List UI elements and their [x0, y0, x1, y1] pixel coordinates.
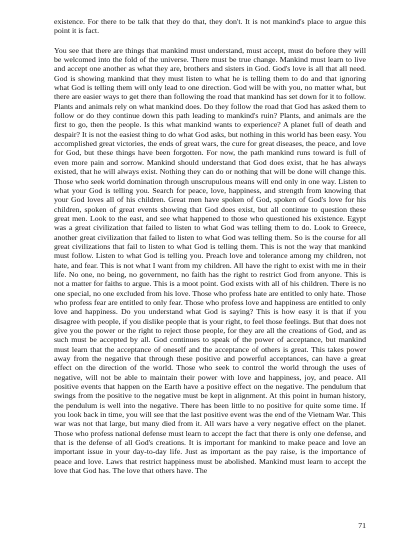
paragraph-continuation: existence. For there to be talk that they do that, they don't. It is not mankind's place to argue this point it is fact. — [54, 17, 366, 36]
page-number: 71 — [358, 521, 366, 530]
paragraph-main: You see that there are things that mankind must understand, must accept, must do before they will be welcomed into the fold of the universe. There must be true change. Mankind must learn to live and accept one another as what they are, brothers and sisters in God. God's love is all that all need. God is showing mankind that they must listen to what he is telling them to do and that ignoring what God is telling them will only lead to one direction. God will be with you, no matter what, but there are easier ways to get there than following the road that mankind has set down for it to follow. Plants and animals rely on what mankind does. Do they follow the road that God has asked them to follow or do they continue down this path leading to mankind's ruin? Plants, and animals are the first to go, then the people. Is this what mankind wants to experience? A planet full of death and despair? It is not the easiest thing to do what God asks, but nothing in this world has been easy. You accomplished great victories, the ends of great wars, the cure for great diseases, the peace, and love for God, but these things have been forgotten. For now, the path mankind runs toward is full of even more pain and sorrow. Mankind should understand that God does exist, that he has always existed, that he will always exist. Nothing they can do or nothing that will be done will change this. Those who seek world domination through unscrupulous means will end only in one way. Listen to what your God is telling you. Search for peace, love, happiness, and strength from knowing that your God loves all of his children. Great men have spoken of God, spoken of God's love for his children, spoken of great events showing that God does exist, but all continue to question these great men. Look to the east, and see what happened to those who questioned his existence. Egypt was a great civilization that failed to listen to what God was telling them to do. Look to Greece, another great civilization that failed to listen to what God was telling them. So is the course for all great civilizations that fail to listen to what God is telling them. This is not the way that mankind must follow. Listen to what God is telling you. Preach love and tolerance among my children, not hate, and fear. This is not what I want from my children. All have the right to exist with me in their life. No one, no being, no government, no faith has the right to restrict God from anyone. This is not a matter for faiths to argue. This is a moot point. God exists with all of his children. There is no one special, no one excluded from his love. Those who profess hate are entitled to only hate. Those who profess fear are entitled to only fear. Those who profess love and happiness are entitled to only love and happiness. Do you understand what God is saying? This is how easy it is that if you disagree with people, if you dislike people that is your right, to feel those feelings. But that does not give you the power or the right to reject those people, for they are all the creations of God, and as such must be accepted by all. God continues to speak of the power of acceptance, but mankind must learn that the acceptance of oneself and the acceptance of others is great. This takes power away from the negative that through these positive and powerful acceptances, can have a great effect on the direction of the world. Those who seek to control the world through the uses of negative, will not be able to maintain their power with love and happiness, joy, and peace. All positive events that happen on the Earth have a positive effect on the negative. The pendulum that swings from the positive to the negative must be kept in alignment. At this point in human history, the pendulum is well into the negative. There has been little to no positive for quite some time. If you look back in time, you will see that the last positive event was the end of the Vietnam War. This war was not that large, but many died from it. All wars have a very negative effect on the planet. Those who profess national defense must learn to accept the fact that there is only one defense, and that is the defense of all God's creations. It is important for mankind to make peace and love an important issue in your day-to-day life. Just as important as the pay raise, is the importance of peace and love. Laws that restrict happiness must be abolished. Mankind must learn to accept the love that God has. The love that others have. The — [54, 45, 366, 476]
